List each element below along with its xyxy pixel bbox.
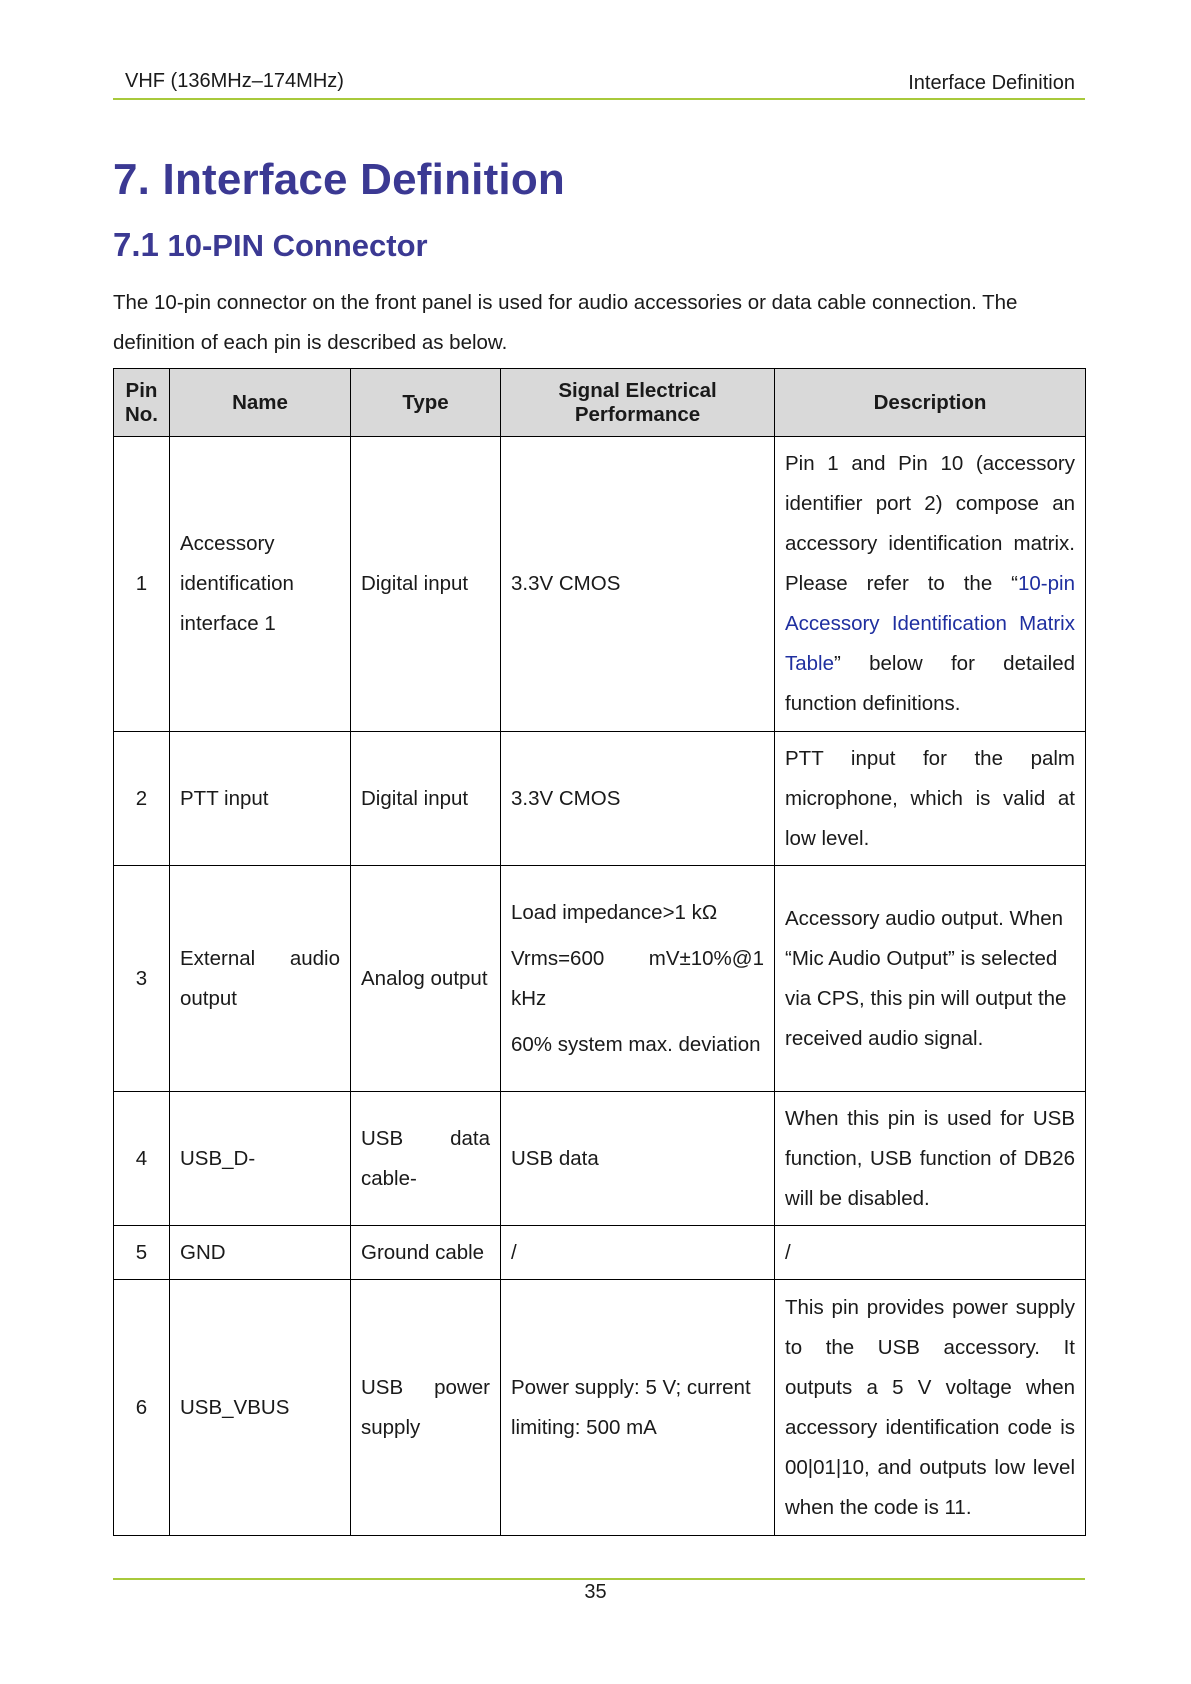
chapter-title: 7. Interface Definition [113,155,566,204]
table-row [114,732,1086,866]
table-row [114,1092,1086,1226]
pin-performance [501,1226,775,1280]
pin-name: USB_D- [170,1092,351,1226]
pin-type: USB data cable- [351,1092,501,1226]
pin-type: Digital input [351,437,501,732]
header-product-label: VHF (136MHz–174MHz) [125,70,344,92]
pin-number: 2 [114,732,170,866]
pin-performance [501,1280,775,1536]
pin-name: PTT input [170,732,351,866]
header-performance: Signal Electrical Performance [501,369,775,437]
performance-line: 3.3V CMOS [511,786,621,810]
performance-line: Load impedance>1 kΩ [511,900,718,924]
pin-name: Accessory identification interface 1 [170,437,351,732]
performance-line: / [511,1240,517,1264]
footer-rule [113,1578,1085,1580]
pin-description: PTT input for the palm microphone, which is valid at low level. [775,732,1086,866]
matrix-table-link[interactable]: 10-pin Accessory Identification Matrix Table [785,572,1075,675]
pin-description: / [775,1226,1086,1280]
pin-number: 5 [114,1226,170,1280]
pin-performance [501,866,775,1092]
header-pin-no: Pin No. [114,369,170,437]
pin-description: When this pin is used for USB function, USB function of DB26 will be disabled. [775,1092,1086,1226]
pin-description [775,437,1086,732]
performance-line: 60% system max. deviation [511,1032,761,1056]
pin-name: GND [170,1226,351,1280]
page-header [113,68,1085,100]
pin-type: Digital input [351,732,501,866]
pin-performance [501,437,775,732]
description-text: Pin 1 and Pin 10 (accessory identifier port 2) compose an accessory identification matrix. Please refer to the “ [785,452,1075,595]
section-title-text: 10-PIN Connector [167,228,428,263]
table-row [114,866,1086,1092]
pin-performance [501,1092,775,1226]
intro-paragraph: The 10-pin connector on the front panel is used for audio accessories or data cable connection. The definition of each pin is described as below. [113,291,1018,354]
pin-name: USB_VBUS [170,1280,351,1536]
performance-line: USB data [511,1146,599,1170]
page-number: 35 [584,1581,607,1603]
pin-performance [501,732,775,866]
header-name: Name [170,369,351,437]
pin-number: 1 [114,437,170,732]
header-type: Type [351,369,501,437]
pin-definition-table [113,368,1086,1536]
pin-type: Ground cable [351,1226,501,1280]
pin-name: External audio output [170,866,351,1092]
pin-type: Analog output [351,866,501,1092]
pin-description: This pin provides power supply to the USB accessory. It outputs a 5 V voltage when accessory identification code is 00|01|10, and outputs low level when the code is 11. [775,1280,1086,1536]
table-row [114,1280,1086,1536]
pin-number: 6 [114,1280,170,1536]
pin-description: Accessory audio output. When “Mic Audio Output” is selected via CPS, this pin will output the received audio signal. [775,866,1086,1092]
section-title [113,226,428,264]
pin-type: USB power supply [351,1280,501,1536]
table-row [114,1226,1086,1280]
header-description: Description [775,369,1086,437]
section-number: 7.1 [113,226,159,263]
description-text: ” below for detailed function definitions. [785,652,1075,715]
performance-line: Vrms=600 mV±10%@1 kHz [511,946,764,1010]
table-row [114,437,1086,732]
header-chapter-label: Interface Definition [908,72,1075,94]
performance-line: Power supply: 5 V; current limiting: 500 mA [511,1375,751,1439]
table-header-row [114,369,1086,437]
pin-number: 4 [114,1092,170,1226]
pin-number: 3 [114,866,170,1092]
performance-line: 3.3V CMOS [511,572,621,595]
